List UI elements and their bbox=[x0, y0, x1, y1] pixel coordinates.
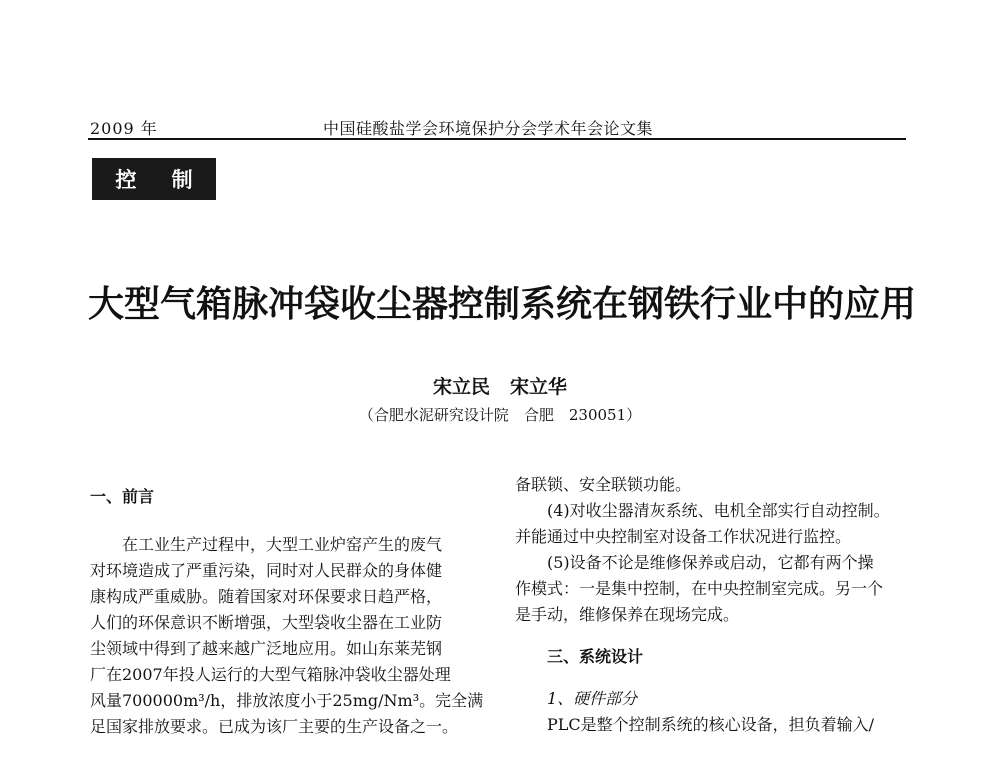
paragraph-line: 作模式：一是集中控制，在中央控制室完成。另一个 bbox=[515, 579, 884, 598]
subsection-heading: 1、硬件部分 bbox=[547, 689, 638, 708]
paragraph-line: PLC是整个控制系统的核心设备，担负着输入/ bbox=[547, 715, 875, 734]
paragraph-line: 风量700000m³/h，排放浓度小于25mg/Nm³。完全满 bbox=[90, 691, 484, 710]
paragraph-line: (5)设备不论是维修保养或启动，它都有两个操 bbox=[547, 553, 874, 572]
affiliation: （合肥水泥研究设计院 合肥 230051） bbox=[358, 406, 642, 424]
paper-title: 大型气箱脉冲袋收尘器控制系统在钢铁行业中的应用 bbox=[88, 283, 917, 325]
header-journal-title: 中国硅酸盐学会环境保护分会学术年会论文集 bbox=[323, 119, 654, 138]
section-heading: 三、系统设计 bbox=[547, 647, 644, 666]
paragraph-line: 足国家排放要求。已成为该厂主要的生产设备之一。 bbox=[90, 717, 459, 736]
paragraph-line: (4)对收尘器清灰系统、电机全部实行自动控制。 bbox=[547, 501, 890, 520]
paragraph-line: 是手动，维修保养在现场完成。 bbox=[515, 605, 740, 624]
paragraph-line: 尘领域中得到了越来越广泛地应用。如山东莱芜钢 bbox=[90, 639, 443, 658]
section-tag: 控 制 bbox=[92, 158, 216, 200]
paragraph-line: 康构成严重威胁。随着国家对环保要求日趋严格， bbox=[90, 587, 443, 606]
section-heading: 一、前言 bbox=[90, 487, 155, 506]
header-rule bbox=[88, 138, 906, 140]
author-list bbox=[0, 372, 1000, 399]
left-column bbox=[90, 484, 486, 740]
header-year: 2009 年 bbox=[90, 119, 158, 138]
paragraph-line: 备联锁、安全联锁功能。 bbox=[515, 475, 692, 494]
paragraph-line: 人们的环保意识不断增强，大型袋收尘器在工业防 bbox=[90, 613, 443, 632]
paragraph-line: 对环境造成了严重污染，同时对人民群众的身体健 bbox=[90, 561, 443, 580]
author-name: 宋立民 bbox=[432, 376, 490, 398]
author-name: 宋立华 bbox=[510, 376, 568, 398]
paragraph-line: 在工业生产过程中，大型工业炉窑产生的废气 bbox=[122, 535, 443, 554]
paragraph-line: 并能通过中央控制室对设备工作状况进行监控。 bbox=[515, 527, 852, 546]
paragraph-line: 厂在2007年投人运行的大型气箱脉冲袋收尘器处理 bbox=[90, 665, 451, 684]
right-column bbox=[515, 472, 911, 738]
